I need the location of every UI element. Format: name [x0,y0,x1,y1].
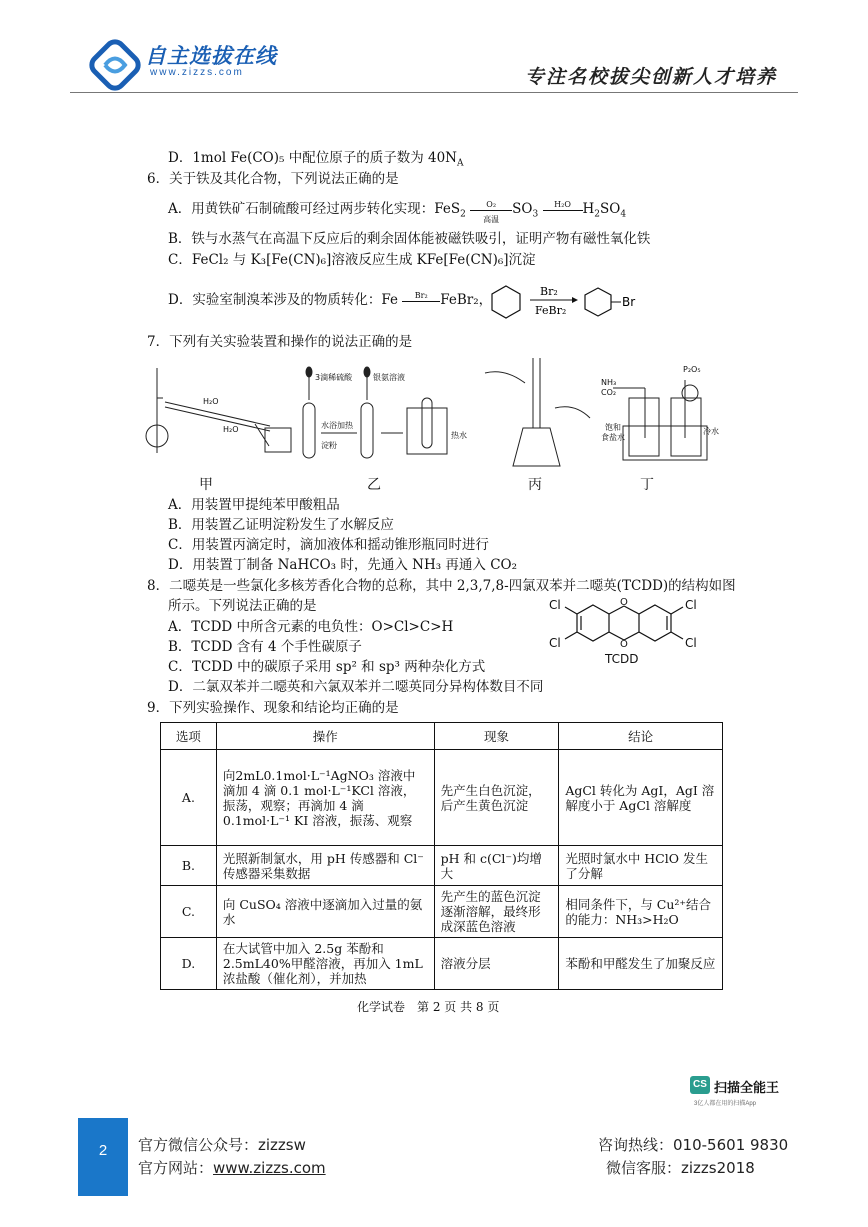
table-cell: 先产生的蓝色沉淀逐渐溶解，最终形成深蓝色溶液 [434,886,559,938]
table-cell: 光照新制氯水，用 pH 传感器和 Cl⁻ 传感器采集数据 [216,846,434,886]
reaction-arrow: H₂O [543,209,583,211]
experiment-table [160,722,723,990]
table-cell: C. [161,886,217,938]
q7-option-b: B．用装置乙证明淀粉发生了水解反应 [168,517,394,533]
table-cell: 相同条件下，与 Cu²⁺结合的能力：NH₃>H₂O [559,886,723,938]
q7-option-c: C．用装置丙滴定时，滴加液体和摇动锥形瓶同时进行 [168,537,489,553]
table-cell: 苯酚和甲醛发生了加聚反应 [559,938,723,990]
table-cell: 先产生白色沉淀，后产生黄色沉淀 [434,750,559,846]
q7-option-a: A．用装置甲提纯苯甲酸粗品 [168,497,340,513]
table-row [161,750,723,846]
figure-label-yi: 乙 [367,477,381,493]
table-header: 结论 [559,723,723,750]
svg-text:水浴加热: 水浴加热 [321,421,353,430]
svg-text:淀粉: 淀粉 [321,441,337,450]
q7-apparatus-figures [135,358,735,493]
table-header: 现象 [434,723,559,750]
q5-option-d: D．1mol Fe(CO)₅ 中配位原子的质子数为 $40N_A$ [168,150,464,169]
svg-text:H₂O: H₂O [223,425,239,434]
table-cell: 在大试管中加入 2.5g 苯酚和 2.5mL40%甲醛溶液，再加入 1mL 浓盐酸（催化剂），并加热 [216,938,434,990]
footer-hotline: 咨询热线：010-5601 9830 [598,1136,789,1154]
figure-label-jia: 甲 [199,477,213,493]
scanner-watermark [690,1076,782,1108]
svg-text:Cl: Cl [549,636,561,650]
svg-text:银氨溶液: 银氨溶液 [373,373,405,382]
svg-text:Cl: Cl [549,598,561,612]
svg-text:食盐水: 食盐水 [601,433,625,442]
table-header-row [161,723,723,750]
page-footer-text: 化学试卷 第 2 页 共 8 页 [357,1000,500,1014]
q9-stem: 9．下列实验操作、现象和结论均正确的是 [147,700,399,716]
q6-option-b: B．铁与水蒸气在高温下反应后的剩余固体能被磁铁吸引，证明产物有磁性氧化铁 [168,231,651,247]
scanner-app-name: 扫描全能王 [714,1080,780,1095]
q6-stem: 6．关于铁及其化合物，下列说法正确的是 [147,171,399,187]
svg-text:Br: Br [622,295,636,309]
table-cell: D. [161,938,217,990]
header-slogan: 专注名校拔尖创新人才培养 [525,66,778,88]
footer-website: 官方网站：www.zizzs.com [138,1159,326,1177]
svg-text:O: O [620,597,628,608]
table-cell: AgCl 转化为 AgI，AgI 溶解度小于 AgCl 溶解度 [559,750,723,846]
table-cell: 溶液分层 [434,938,559,990]
table-cell: B. [161,846,217,886]
reaction-arrow: O₂ 高温 [470,209,512,211]
table-cell: 光照时氯水中 HClO 发生了分解 [559,846,723,886]
svg-text:热水: 热水 [451,431,467,440]
svg-text:冷水: 冷水 [703,427,719,436]
svg-text:TCDD: TCDD [605,652,639,666]
q8-option-b: B．TCDD 含有 4 个手性碳原子 [168,639,362,655]
reaction-arrow: Br₂ [402,300,440,302]
table-header: 操作 [216,723,434,750]
scanner-tagline: 3亿人都在用的扫描App [694,1101,757,1107]
svg-text:3滴稀硫酸: 3滴稀硫酸 [315,373,353,382]
q6-option-c: C．FeCl₂ 与 K₃[Fe(CN)₆]溶液反应生成 KFe[Fe(CN)₆]沉淀 [168,252,536,268]
table-header: 选项 [161,723,217,750]
svg-text:FeBr₂: FeBr₂ [535,304,567,317]
table-row [161,846,723,886]
footer-wechat: 官方微信公众号：zizzsw [138,1136,306,1154]
footer-service: 微信客服：zizzs2018 [606,1159,755,1177]
table-cell: 向 CuSO₄ 溶液中逐滴加入过量的氨水 [216,886,434,938]
svg-text:Br₂: Br₂ [540,285,558,298]
header-divider [70,92,798,93]
figure-label-bing: 丙 [528,477,542,493]
tcdd-structure-diagram [545,595,720,667]
table-cell: 向2mL0.1mol·L⁻¹AgNO₃ 溶液中滴加 4 滴 0.1 mol·L⁻¹KCl 溶液，振荡，观察；再滴加 4 滴 0.1mol·L⁻¹ KI 溶液，振荡、观察 [216,750,434,846]
q6-option-d: D．实验室制溴苯涉及的物质转化：Fe Br₂ FeBr₂， [168,290,493,308]
table-row [161,886,723,938]
svg-text:P₂O₅: P₂O₅ [683,365,701,374]
q8-stem-line1: 8．二噁英是一些氯化多核芳香化合物的总称，其中 2,3,7,8-四氯双苯并二噁英(TCDD)的结构如图 [147,578,736,594]
footer-website-link[interactable]: www.zizzs.com [213,1159,326,1177]
brand-url: www.zizzs.com [150,67,244,78]
q8-option-a: A．TCDD 中所含元素的电负性：O>Cl>C>H [168,619,454,635]
figure-label-ding: 丁 [640,477,654,493]
svg-text:Cl: Cl [685,598,697,612]
svg-text:饱和: 饱和 [605,423,621,432]
svg-text:H₂O: H₂O [203,397,219,406]
table-cell: A. [161,750,217,846]
q6-option-a: A．用黄铁矿石制硫酸可经过两步转化实现：FeS$_2$ O₂ 高温 $SO_3$ H₂O $H_2SO_4$ [168,199,627,224]
q7-stem: 7．下列有关实验装置和操作的说法正确的是 [147,334,413,350]
brand-name: 自主选拔在线 [145,44,277,68]
svg-text:CO₂: CO₂ [601,388,617,397]
svg-text:NH₃: NH₃ [601,378,617,387]
table-row [161,938,723,990]
q8-option-c: C．TCDD 中的碳原子采用 sp² 和 sp³ 两种杂化方式 [168,659,486,675]
scanner-app-icon: CS [690,1076,710,1094]
table-cell: pH 和 c(Cl⁻)均增大 [434,846,559,886]
q7-option-d: D．用装置丁制备 NaHCO₃ 时，先通入 NH₃ 再通入 CO₂ [168,557,518,573]
benzene-bromination-scheme [490,280,640,324]
svg-text:O: O [620,639,628,650]
q8-stem-line2: 所示。下列说法正确的是 [168,598,317,614]
svg-text:Cl: Cl [685,636,697,650]
q8-option-d: D．二氯双苯并二噁英和六氯双苯并二噁英同分异构体数目不同 [168,679,544,695]
footer-page-number: 2 [78,1118,128,1196]
